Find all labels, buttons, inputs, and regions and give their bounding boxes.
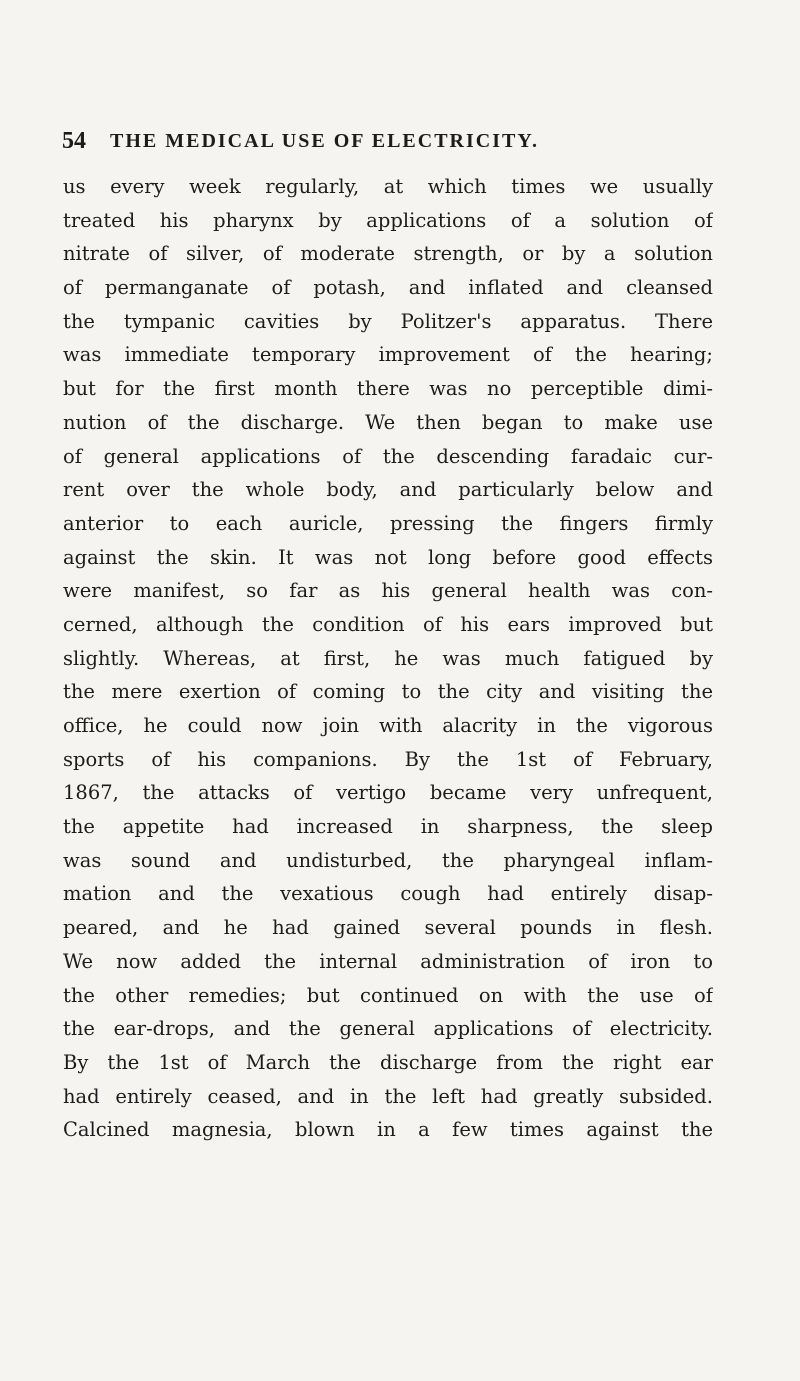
text-line: was immediate temporary improvement of the hearing; bbox=[63, 343, 713, 367]
text-line: treated his pharynx by applications of a solution of bbox=[63, 208, 713, 232]
text-line: the mere exertion of coming to the city and visiting the bbox=[63, 680, 713, 704]
text-line: By the 1st of March the discharge from the right ear bbox=[63, 1050, 713, 1074]
text-line: peared, and he had gained several pounds in flesh. bbox=[63, 916, 713, 940]
running-head: THE MEDICAL USE OF ELECTRICITY. bbox=[110, 130, 539, 152]
text-line: but for the first month there was no perceptible dimi- bbox=[63, 377, 713, 401]
text-line: of permanganate of potash, and inflated and cleansed bbox=[63, 276, 713, 300]
text-line: office, he could now join with alacrity in the vigorous bbox=[63, 714, 713, 737]
text-line: the appetite had increased in sharpness, the sleep bbox=[63, 815, 713, 839]
body-text bbox=[63, 170, 713, 1147]
text-line: of general applications of the descending faradaic cur- bbox=[63, 444, 713, 468]
text-line: the ear-drops, and the general applications of electricity. bbox=[63, 1017, 713, 1041]
text-line: nution of the discharge. We then began to make use bbox=[63, 410, 713, 434]
text-line: was sound and undisturbed, the pharyngeal inflam- bbox=[63, 848, 713, 872]
text-line: cerned, although the condition of his ears improved but bbox=[63, 612, 713, 636]
page-number: 54 bbox=[62, 128, 86, 154]
text-line: us every week regularly, at which times we usually bbox=[63, 175, 713, 198]
text-line: Calcined magnesia, blown in a few times against the bbox=[63, 1118, 713, 1142]
text-line: were manifest, so far as his general health was con- bbox=[63, 579, 713, 603]
text-line: had entirely ceased, and in the left had greatly subsided. bbox=[63, 1084, 713, 1108]
text-line: mation and the vexatious cough had entirely disap- bbox=[63, 882, 713, 906]
text-line: rent over the whole body, and particularly below and bbox=[63, 478, 713, 502]
text-line: against the skin. It was not long before good effects bbox=[63, 545, 713, 569]
text-line: anterior to each auricle, pressing the fingers firmly bbox=[63, 511, 713, 535]
page-header bbox=[62, 128, 742, 158]
text-line: We now added the internal administration of iron to bbox=[63, 949, 713, 973]
text-line: the other remedies; but continued on with the use of bbox=[63, 983, 713, 1007]
text-line: nitrate of silver, of moderate strength, or by a solution bbox=[63, 242, 713, 266]
text-line: 1867, the attacks of vertigo became very unfrequent, bbox=[63, 781, 713, 805]
text-line: the tympanic cavities by Politzer's apparatus. There bbox=[63, 309, 713, 333]
text-line: slightly. Whereas, at first, he was much fatigued by bbox=[63, 646, 713, 670]
text-line: sports of his companions. By the 1st of February, bbox=[63, 747, 713, 771]
